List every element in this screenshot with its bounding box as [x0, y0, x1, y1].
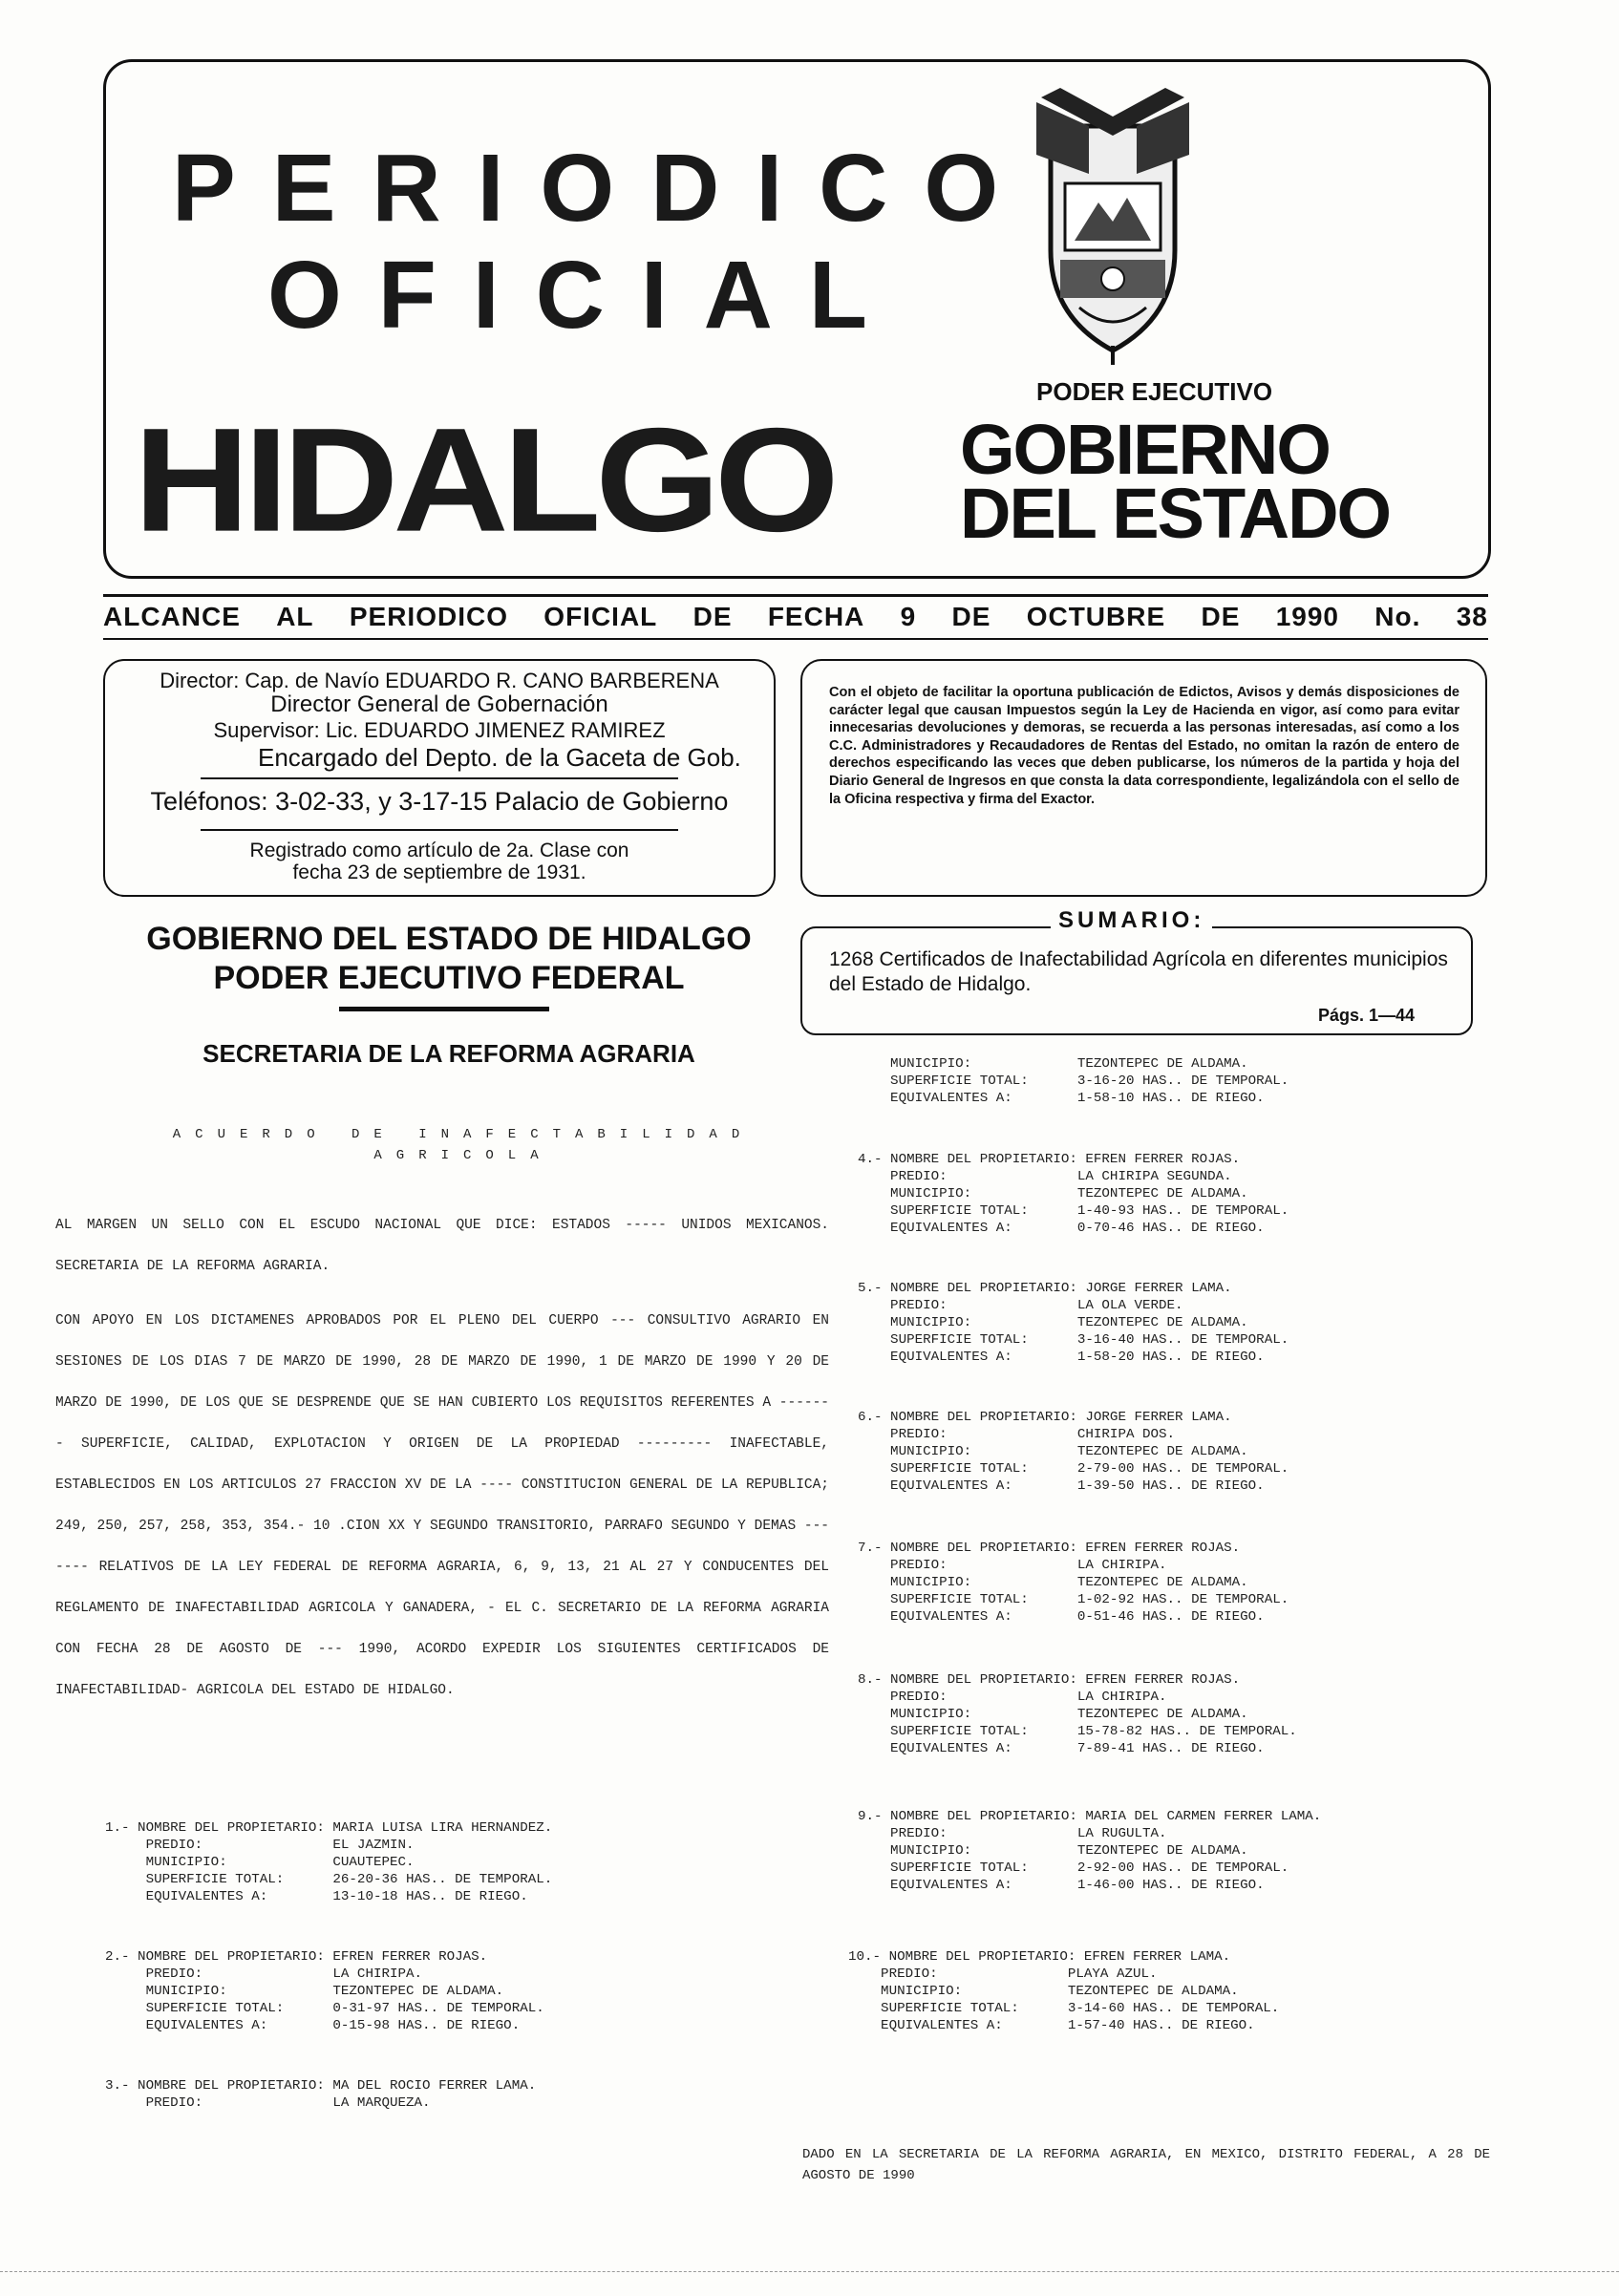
entry-4: 4.- NOMBRE DEL PROPIETARIO: EFREN FERRER ROJAS. PREDIO: LA CHIRIPA SEGUNDA. MUNICIPIO: TEZONTEPEC DE ALDAMA. SUPERFICIE TOTAL: 1-40-93 HAS.. DE TEMPORAL. EQUIVALENTES A: 0-70-46 HAS.. DE RIEGO. [858, 1152, 1289, 1236]
alcance-month: OCTUBRE [1026, 602, 1166, 631]
title-periodico: PERIODICO [172, 135, 1035, 242]
paragraph-margen: AL MARGEN UN SELLO CON EL ESCUDO NACIONAL QUE DICE: ESTADOS ----- UNIDOS MEXICANOS. SECRETARIA DE LA REFORMA AGRARIA. [55, 1218, 829, 1274]
entry-7: 7.- NOMBRE DEL PROPIETARIO: EFREN FERRER ROJAS. PREDIO: LA CHIRIPA. MUNICIPIO: TEZONTEPEC DE ALDAMA. SUPERFICIE TOTAL: 1-02-92 HAS.. DE TEMPORAL. EQUIVALENTES A: 0-51-46 HAS.. DE RIEGO. [858, 1541, 1289, 1625]
director-box [103, 659, 776, 897]
alcance-no-label: No. [1374, 602, 1421, 631]
gobierno-del-estado [960, 410, 1391, 553]
director-title: Director General de Gobernación [270, 691, 608, 717]
entry-3: 3.- NOMBRE DEL PROPIETARIO: MA DEL ROCIO FERRER LAMA. PREDIO: LA MARQUEZA. [105, 2078, 537, 2111]
registro-line: Registrado como artículo de 2a. Clase con fecha 23 de septiembre de 1931. [249, 840, 629, 883]
alcance-word: FECHA [767, 602, 865, 631]
paragraph-apoyo: CON APOYO EN LOS DICTAMENES APROBADOS POR EL PLENO DEL CUERPO --- CONSULTIVO AGRARIO EN SESIONES DE LOS DIAS 7 DE MARZO DE 1990, 28 DE MARZO DE 1990, 1 DE MARZO DE 1990 Y 20 DE MARZO DE 1990, DE LOS QUE SE DESPRENDE QUE SE HAN CUBIERTO LOS REQUISITOS REFERENTES A ------- SUPERFICIE, CALIDAD, EXPLOTACION Y ORIGEN DE LA PROPIEDAD --------- INAFECTABLE, ESTABLECIDOS EN LOS ARTICULOS 27 FRACCION XV DE LA ---- CONSTITUCION GENERAL DE LA REPUBLICA; 249, 250, 257, 258, 353, 354.- 10 .CION XX Y SEGUNDO TRANSITORIO, PARRAFO SEGUNDO Y DEMAS ------- RELATIVOS DE LA LEY FEDERAL DE REFORMA AGRARIA, 6, 9, 13, 21 AL 27 Y CONDUCENTES DEL REGLAMENTO DE INAFECTABILIDAD AGRICOLA Y GANADERA, - EL C. SECRETARIO DE LA REFORMA AGRARIA CON FECHA 28 DE AGOSTO DE --- 1990, ACORDO EXPEDIR LOS SIGUIENTES CERTIFICADOS DE INAFECTABILIDAD- AGRICOLA DEL ESTADO DE HIDALGO. [55, 1313, 829, 1698]
alcance-word: OFICIAL [543, 602, 658, 631]
title-oficial: OFICIAL [267, 242, 904, 349]
entry-3-continued: MUNICIPIO: TEZONTEPEC DE ALDAMA. SUPERFICIE TOTAL: 3-16-20 HAS.. DE TEMPORAL. EQUIVALENTES A: 1-58-10 HAS.. DE RIEGO. [890, 1056, 1289, 1106]
sumario-text: 1268 Certificados de Inafectabilidad Agrícola en diferentes municipios del Estado de Hidalgo. [829, 948, 1448, 995]
gobierno-line1: GOBIERNO [960, 410, 1330, 489]
alcance-word: DE [692, 602, 733, 631]
entry-6: 6.- NOMBRE DEL PROPIETARIO: JORGE FERRER LAMA. PREDIO: CHIRIPA DOS. MUNICIPIO: TEZONTEPEC DE ALDAMA. SUPERFICIE TOTAL: 2-79-00 HAS.. DE TEMPORAL. EQUIVALENTES A: 1-39-50 HAS.. DE RIEGO. [858, 1410, 1289, 1494]
alcance-number: 38 [1456, 602, 1488, 631]
alcance-word: PERIODICO [349, 602, 508, 631]
entry-9: 9.- NOMBRE DEL PROPIETARIO: MARIA DEL CARMEN FERRER LAMA. PREDIO: LA RUGULTA. MUNICIPIO: TEZONTEPEC DE ALDAMA. SUPERFICIE TOTAL: 2-92-00 HAS.. DE TEMPORAL. EQUIVALENTES A: 1-46-00 HAS.. DE RIEGO. [858, 1809, 1322, 1893]
divider [201, 829, 678, 831]
heading-rule [339, 1007, 549, 1011]
dado-statement: DADO EN LA SECRETARIA DE LA REFORMA AGRARIA, EN MEXICO, DISTRITO FEDERAL, A 28 DE AGOSTO DE 1990 [802, 2147, 1490, 2183]
acuerdo-title: ACUERDO DE INAFECTABILIDAD AGRICOLA [172, 1127, 755, 1163]
sumario-pages: Págs. 1—44 [1318, 1006, 1416, 1025]
telefonos-line: Teléfonos: 3-02-33, y 3-17-15 Palacio de Gobierno [150, 787, 729, 816]
entry-2: 2.- NOMBRE DEL PROPIETARIO: EFREN FERRER ROJAS. PREDIO: LA CHIRIPA. MUNICIPIO: TEZONTEPEC DE ALDAMA. SUPERFICIE TOTAL: 0-31-97 HAS.. DE TEMPORAL. EQUIVALENTES A: 0-15-98 HAS.. DE RIEGO. [105, 1949, 544, 2033]
entry-5: 5.- NOMBRE DEL PROPIETARIO: JORGE FERRER LAMA. PREDIO: LA OLA VERDE. MUNICIPIO: TEZONTEPEC DE ALDAMA. SUPERFICIE TOTAL: 3-16-40 HAS.. DE TEMPORAL. EQUIVALENTES A: 1-58-20 HAS.. DE RIEGO. [858, 1281, 1289, 1365]
alcance-word: ALCANCE [103, 602, 241, 631]
entry-8: 8.- NOMBRE DEL PROPIETARIO: EFREN FERRER ROJAS. PREDIO: LA CHIRIPA. MUNICIPIO: TEZONTEPEC DE ALDAMA. SUPERFICIE TOTAL: 15-78-82 HAS.. DE TEMPORAL. EQUIVALENTES A: 7-89-41 HAS.. DE RIEGO. [858, 1672, 1297, 1756]
alcance-word: DE [1201, 602, 1241, 631]
notice-text: Con el objeto de facilitar la oportuna publicación de Edictos, Avisos y demás disposiciones de carácter legal que causan Impuestos según la Ley de Hacienda en vigor, así como para evitar innecesarias devoluciones y demoras, se recuerda a las personas interesadas, así como a los C.C. Administradores y Recaudadores de Rentas del Estado, no omitan la razón de entero de derechos especificando las veces que deben publicarse, los números de la partida y hoja del Diario General de Ingresos en que consta la data correspondiente, legalizándola con el sello de la Oficina respectiva y firma del Exactor. [829, 685, 1459, 807]
entry-1: 1.- NOMBRE DEL PROPIETARIO: MARIA LUISA LIRA HERNANDEZ. PREDIO: EL JAZMIN. MUNICIPIO: CUAUTEPEC. SUPERFICIE TOTAL: 26-20-36 HAS.. DE TEMPORAL. EQUIVALENTES A: 13-10-18 HAS.. DE RIEGO. [105, 1820, 553, 1904]
alcance-word: DE [951, 602, 991, 631]
state-coat-of-arms-icon [1032, 88, 1194, 365]
sumario-title: SUMARIO: [1051, 907, 1212, 934]
heading-poder-federal: PODER EJECUTIVO FEDERAL [213, 960, 685, 996]
heading-secretaria: SECRETARIA DE LA REFORMA AGRARIA [202, 1039, 695, 1068]
alcance-day: 9 [900, 602, 917, 631]
poder-ejecutivo-label: PODER EJECUTIVO [1036, 377, 1273, 406]
divider [201, 777, 678, 779]
supervisor-title: Encargado del Depto. de la Gaceta de Gob. [258, 743, 741, 772]
alcance-top-rule [103, 594, 1488, 597]
heading-gobierno: GOBIERNO DEL ESTADO DE HIDALGO [146, 921, 752, 957]
gobierno-line2: DEL ESTADO [960, 473, 1391, 553]
supervisor-line: Supervisor: Lic. EDUARDO JIMENEZ RAMIREZ [213, 718, 666, 742]
alcance-word: AL [276, 602, 314, 631]
footer-rule [0, 2271, 1619, 2272]
entry-10: 10.- NOMBRE DEL PROPIETARIO: EFREN FERRER LAMA. PREDIO: PLAYA AZUL. MUNICIPIO: TEZONTEPEC DE ALDAMA. SUPERFICIE TOTAL: 3-14-60 HAS.. DE TEMPORAL. EQUIVALENTES A: 1-57-40 HAS.. DE RIEGO. [848, 1949, 1280, 2033]
alcance-line [103, 602, 1488, 632]
state-name-hidalgo: HIDALGO [134, 396, 834, 563]
alcance-year: 1990 [1275, 602, 1339, 631]
director-line: Director: Cap. de Navío EDUARDO R. CANO BARBERENA [160, 669, 719, 692]
alcance-bottom-rule [103, 638, 1488, 640]
